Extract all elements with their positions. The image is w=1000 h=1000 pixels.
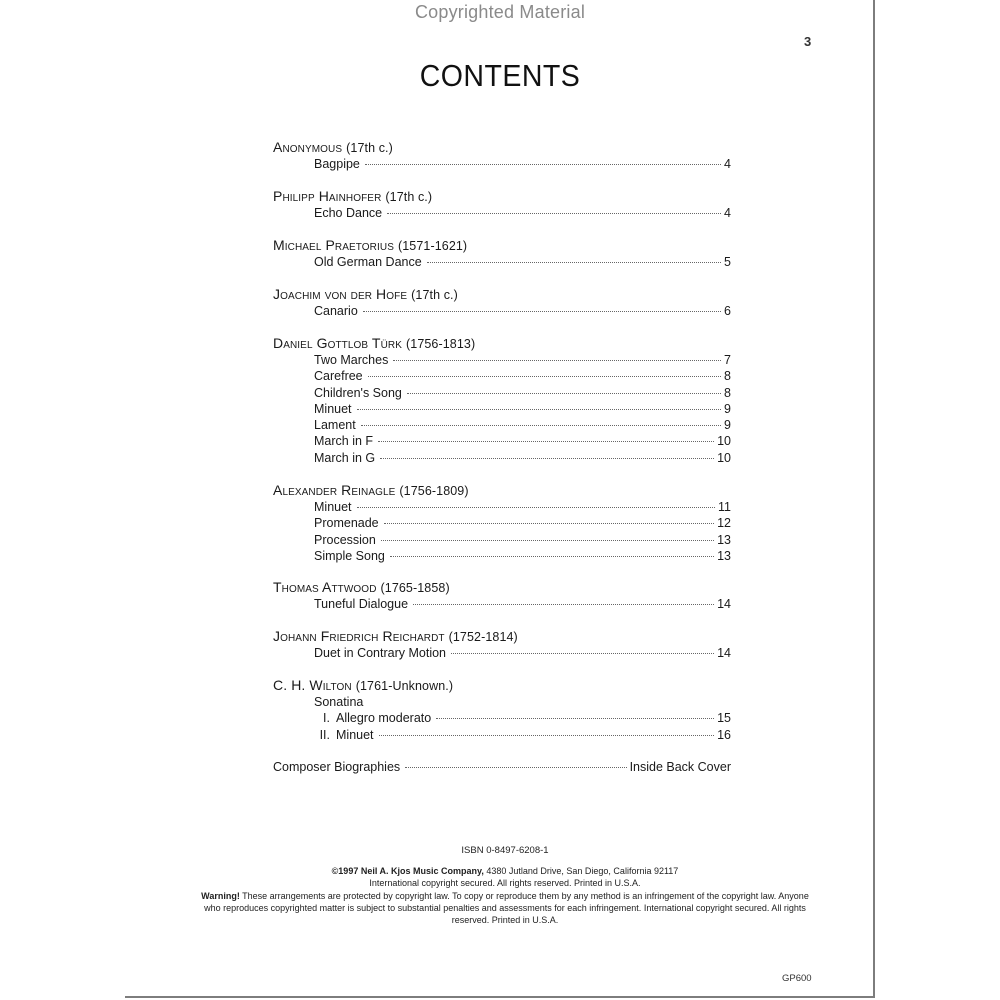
dot-leader [357, 409, 722, 410]
dot-leader [357, 507, 715, 508]
composer-heading [273, 138, 731, 156]
composer-name: Daniel Gottlob Türk [273, 335, 402, 351]
entry-title: Two Marches [314, 353, 389, 367]
entry-page-number: 14 [717, 646, 731, 660]
page-number: 3 [804, 34, 812, 49]
toc-entry[interactable] [273, 450, 731, 466]
composer-section [273, 627, 731, 661]
composer-section [273, 676, 731, 743]
composer-dates: (17th c.) [385, 190, 433, 204]
entry-page-reference: Inside Back Cover [629, 760, 731, 774]
composer-dates: (17th c.) [411, 288, 458, 302]
entry-page-number: 14 [717, 597, 731, 611]
dot-leader [380, 458, 714, 459]
rights-line: International copyright secured. All rights reserved. Printed in U.S.A. [369, 878, 641, 889]
composer-name: Philipp Hainhofer [273, 188, 382, 204]
footer [195, 845, 815, 926]
warning-text [195, 890, 815, 927]
entry-page-number: 16 [717, 727, 731, 742]
entry-page-number: 6 [724, 304, 731, 318]
toc-entry[interactable] [273, 368, 731, 384]
page-title: CONTENTS [419, 58, 581, 93]
entry-title: Old German Dance [314, 255, 422, 269]
dot-leader [365, 164, 721, 165]
composer-name: C. H. Wilton [273, 677, 352, 693]
toc-entry[interactable] [273, 254, 731, 270]
composer-name: Anonymous [273, 139, 343, 155]
entry-page-number: 5 [724, 255, 731, 269]
composer-dates: (1761-Unknown.) [355, 679, 454, 693]
entry-title: Simple Song [314, 548, 385, 563]
toc-entry[interactable] [273, 352, 731, 368]
entry-page-number: 4 [724, 157, 731, 171]
composer-name: Michael Praetorius [273, 237, 394, 253]
entry-title [316, 710, 433, 726]
entry-page-number: 7 [724, 353, 731, 367]
dot-leader [384, 523, 714, 524]
toc-entry[interactable] [273, 645, 731, 661]
toc-entry[interactable] [273, 385, 731, 401]
catalog-number: GP600 [782, 973, 812, 984]
dot-leader [413, 604, 714, 605]
composer-dates: (1756-1813) [406, 337, 476, 351]
entry-page-number: 10 [717, 434, 731, 449]
composer-dates: (17th c.) [346, 141, 393, 155]
dot-leader [363, 311, 721, 312]
entry-title: Carefree [314, 369, 363, 384]
entry-title: Lament [314, 418, 356, 433]
movement-title: Minuet [336, 727, 374, 742]
entry-title: Procession [314, 532, 376, 547]
work-title: Sonatina [314, 695, 364, 709]
composer-dates: (1752-1814) [448, 630, 518, 644]
composer-section [273, 236, 731, 270]
publisher-address: 4380 Jutland Drive, San Diego, California 92117 [483, 866, 679, 877]
toc-entry[interactable] [273, 548, 731, 564]
dot-leader [451, 653, 714, 654]
dot-leader [427, 262, 721, 263]
movement-number: I. [323, 711, 330, 726]
entry-page-number: 9 [724, 418, 731, 433]
entry-page-number: 8 [724, 369, 731, 384]
composer-section [273, 285, 731, 319]
dot-leader [378, 441, 714, 442]
toc-entry[interactable] [273, 417, 731, 433]
entry-title: Duet in Contrary Motion [314, 646, 447, 660]
composer-section [273, 334, 731, 466]
dot-leader [436, 718, 714, 719]
entry-title: Composer Biographies [273, 760, 401, 774]
dot-leader [407, 393, 721, 394]
entry-page-number: 13 [717, 548, 731, 563]
warning-body: These arrangements are protected by copyright law. To copy or reproduce them by any method is an infringement of the copyright law. Anyone who reproduces copyrighted matter is subject to substantial penalties and assessments for each infringement. International copyright secured. All rights reserved. Printed in U.S.A. [204, 890, 809, 926]
toc-entry[interactable] [273, 156, 731, 172]
composer-heading [273, 481, 731, 499]
dot-leader [387, 213, 721, 214]
movement-title: Allegro moderato [336, 711, 432, 726]
page-bottom-border [125, 996, 875, 998]
composer-name: Joachim von der Hofe [273, 286, 408, 302]
composer-section [273, 578, 731, 612]
composer-name: Johann Friedrich Reichardt [273, 628, 445, 644]
dot-leader [368, 376, 721, 377]
entry-title: Bagpipe [314, 157, 360, 171]
entry-title: March in G [314, 450, 376, 465]
composer-heading [273, 676, 731, 694]
composer-heading [273, 334, 731, 352]
composer-heading [273, 236, 731, 254]
composer-dates: (1756-1809) [399, 484, 469, 498]
dot-leader [390, 556, 714, 557]
warning-label: Warning! [201, 890, 240, 901]
page-right-border [873, 0, 875, 998]
composer-heading [273, 627, 731, 645]
composer-section [273, 138, 731, 172]
composer-heading [273, 187, 731, 205]
entry-page-number: 10 [717, 450, 731, 465]
copyright-line [195, 865, 815, 877]
isbn: ISBN 0-8497-6208-1 [461, 845, 549, 856]
entry-title: Minuet [314, 401, 352, 416]
composer-name: Thomas Attwood [273, 579, 377, 595]
toc-entry-biographies[interactable] [273, 759, 731, 775]
dot-leader [393, 360, 721, 361]
entry-page-number: 13 [717, 532, 731, 547]
toc-entry[interactable] [273, 596, 731, 612]
movement-number: II. [319, 727, 330, 742]
toc-entry[interactable] [273, 205, 731, 221]
entry-title: March in F [314, 434, 374, 449]
toc-entry[interactable] [273, 401, 731, 417]
toc-entry[interactable] [273, 303, 731, 319]
composer-heading [273, 578, 731, 596]
entry-title: Canario [314, 304, 358, 318]
copyright-holder: ©1997 Neil A. Kjos Music Company, [331, 866, 484, 877]
entry-page-number: 8 [724, 385, 731, 400]
entry-title: Tuneful Dialogue [314, 597, 409, 611]
toc-entry[interactable] [273, 515, 731, 531]
entry-page-number: 9 [724, 401, 731, 416]
composer-dates: (1571-1621) [397, 239, 468, 253]
watermark: Copyrighted Material [414, 2, 586, 22]
toc-entry[interactable] [273, 433, 731, 449]
entry-page-number: 11 [718, 500, 731, 514]
composer-section [273, 187, 731, 221]
dot-leader [381, 540, 714, 541]
composer-section [273, 481, 731, 564]
composer-dates: (1765-1858) [380, 581, 450, 595]
dot-leader [379, 735, 715, 736]
entry-page-number: 12 [717, 516, 731, 531]
toc-entry[interactable] [273, 499, 731, 515]
entry-page-number: 4 [724, 206, 731, 220]
entry-title: Children's Song [314, 385, 402, 400]
entry-title [316, 727, 376, 743]
composer-name: Alexander Reinagle [273, 482, 396, 498]
entry-title: Minuet [314, 500, 352, 514]
entry-title: Echo Dance [314, 206, 383, 220]
dot-leader [361, 425, 721, 426]
toc-entry[interactable] [273, 532, 731, 548]
entry-page-number: 15 [717, 711, 731, 726]
composer-heading [273, 285, 731, 303]
toc-entry[interactable] [273, 710, 731, 726]
dot-leader [405, 767, 626, 768]
toc-entry[interactable] [273, 727, 731, 743]
entry-title: Promenade [314, 516, 379, 531]
